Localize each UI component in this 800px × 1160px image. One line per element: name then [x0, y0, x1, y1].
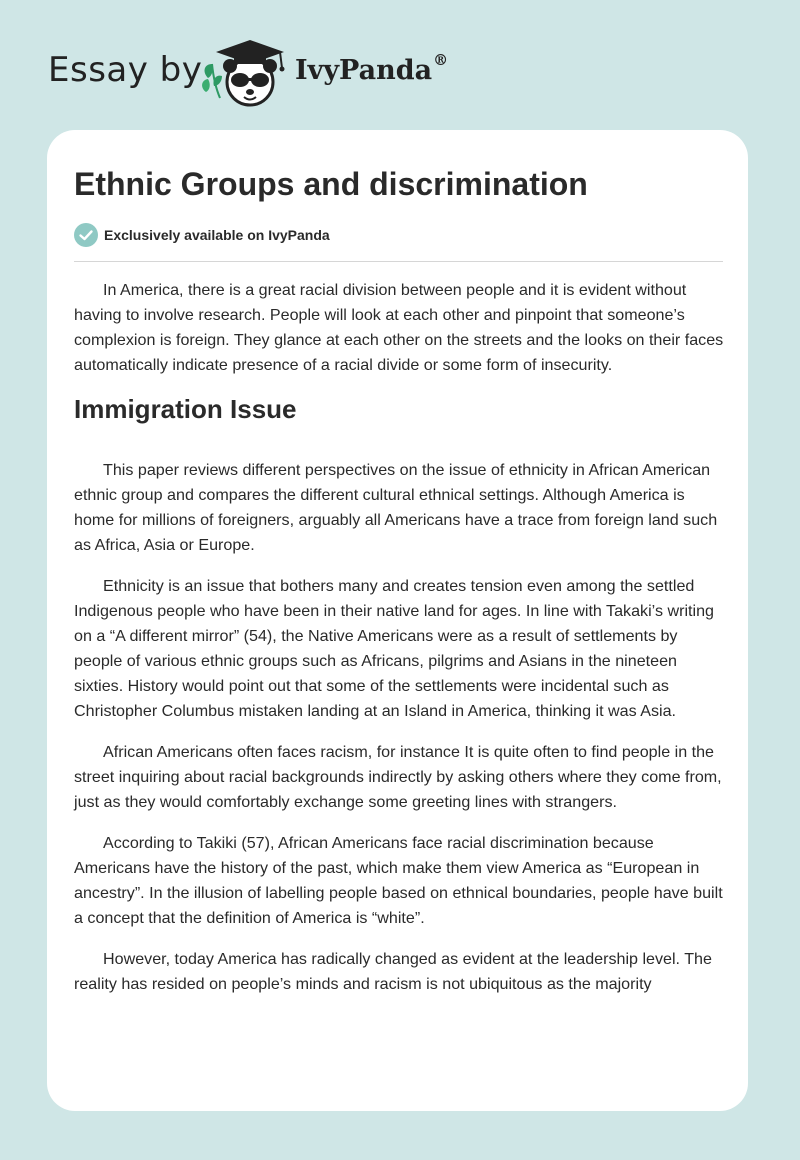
check-circle-icon — [74, 223, 98, 247]
title-divider — [74, 261, 723, 262]
registered-mark: ® — [433, 51, 449, 69]
intro-paragraph: In America, there is a great racial division between people and it is evident without having to involve research. People will look at each other and pinpoint that someone’s complexion is foreign. They glance at each other on the streets and the looks on their faces automatically indicate presence of a racial divide or some form of insecurity. — [74, 281, 724, 374]
essay-by-label: Essay by — [48, 50, 203, 90]
essay-body — [74, 278, 726, 1013]
site-header — [0, 0, 800, 120]
body-paragraph: African Americans often faces racism, for instance It is quite often to find people in the street inquiring about racial backgrounds indirectly by asking others where they come from, just as they would comfortably exchange some greeting lines with strangers. — [74, 743, 722, 811]
body-paragraph: This paper reviews different perspectives on the issue of ethnicity in African American ethnic group and compares the different cultural ethnical settings. Although America is home for millions of foreigners, arguably all Americans have a trace from foreign land such as Africa, Asia or Europe. — [74, 461, 718, 554]
exclusive-badge-label: Exclusively available on IvyPanda — [104, 227, 330, 243]
brand-name[interactable]: IvyPanda® — [295, 51, 449, 86]
body-paragraph: According to Takiki (57), African Americans face racial discrimination because Americans have the history of the past, which make them view America as “European in ancestry”. In the illusion of labelling people based on ethnical boundaries, people have built a concept that the definition of America is “white”. — [74, 834, 723, 927]
page-title: Ethnic Groups and discrimination — [74, 166, 588, 202]
ivypanda-logo-icon[interactable] — [200, 34, 290, 110]
body-paragraph: However, today America has radically changed as evident at the leadership level. The reality has resided on people’s minds and racism is not ubiquitous as the majority — [74, 950, 712, 993]
essay-card — [47, 130, 748, 1111]
exclusive-badge — [74, 222, 330, 248]
body-paragraph: Ethnicity is an issue that bothers many and creates tension even among the settled Indigenous people who have been in their native land for ages. In line with Takaki’s writing on a “A different mirror” (54), the Native Americans were as a result of settlements by people of various ethnic groups such as Africans, pilgrims and Asians in the nineteen sixties. History would point out that some of the settlements were incidental such as Christopher Columbus mistaken landing at an Island in America, thinking it was Asia. — [74, 577, 714, 720]
section-heading: Immigration Issue — [74, 394, 297, 424]
